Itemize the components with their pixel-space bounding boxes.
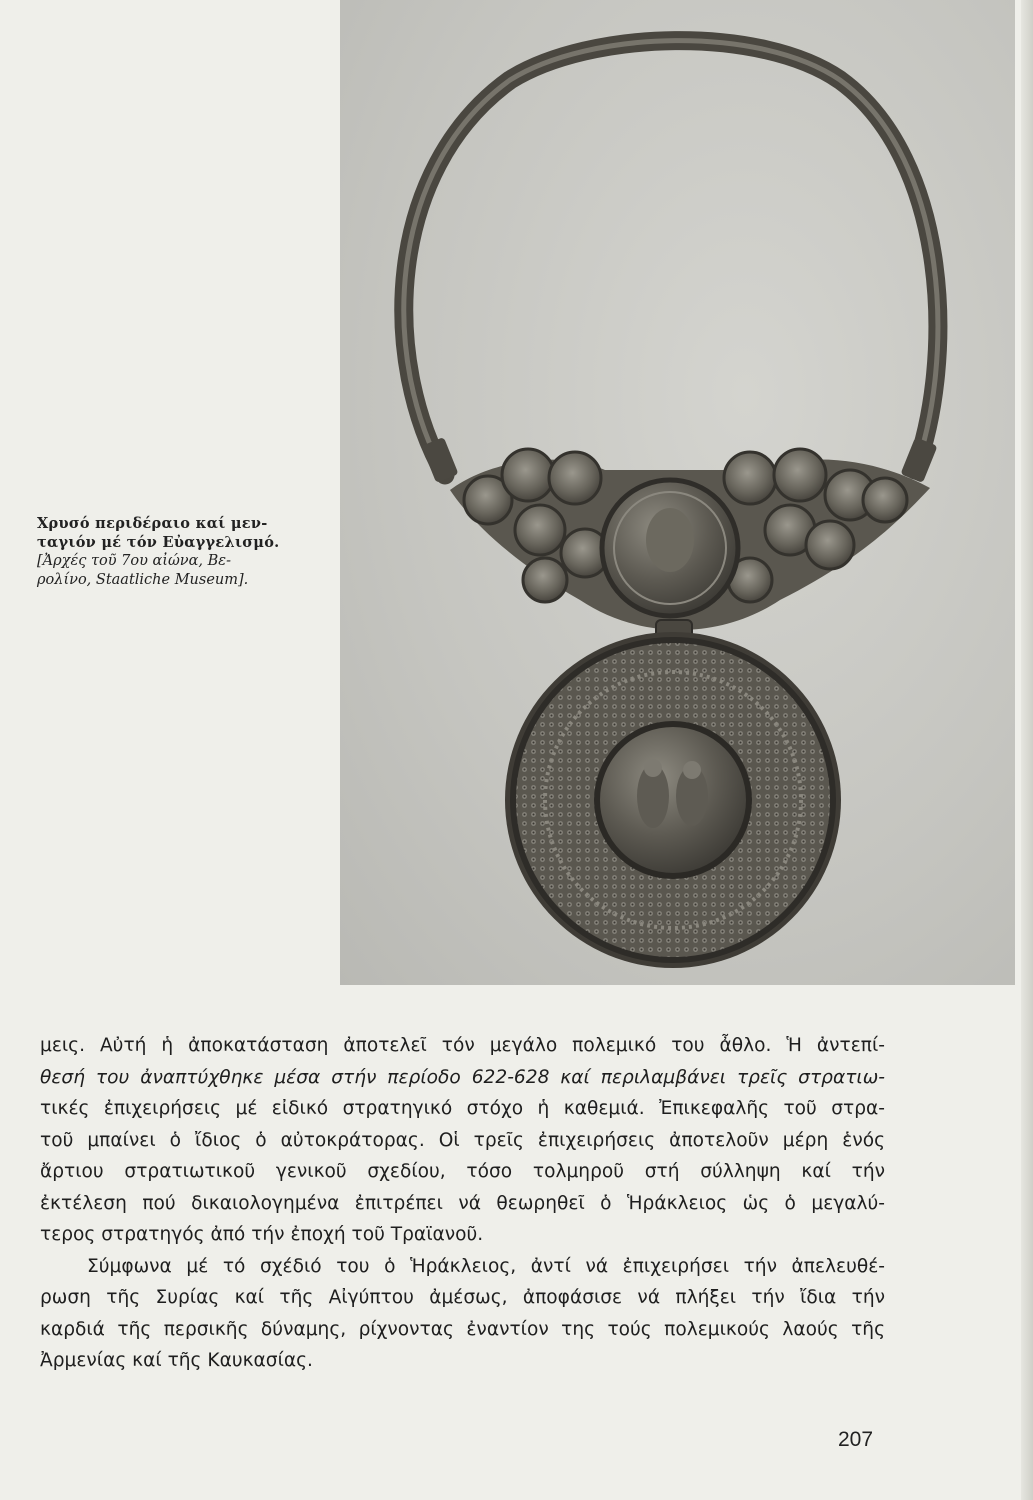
page-number: 207 (838, 1428, 874, 1451)
text-line: ἄρτιου στρατιωτικοῦ γενικοῦ σχεδίου, τόσο τολμηροῦ στή σύλληψη καί τήν (40, 1161, 885, 1182)
upper-plate (450, 449, 930, 630)
figure-caption (37, 514, 299, 590)
text-line: θεσή του ἀναπτύχθηκε μέσα στήν περίοδο 622-628 καί περιλαμβάνει τρεῖς στρατιω- (40, 1066, 885, 1088)
caption-line: ταγιόν μέ τόν Εὐαγγελισμό. (37, 534, 280, 551)
necklace-photograph (340, 0, 1015, 985)
text-line: τοῦ μπαίνει ὁ ἴδιος ὁ αὐτοκράτορας. Οἱ τρεῖς ἐπιχειρήσεις ἀποτελοῦν μέρη ἑνός (40, 1129, 885, 1151)
text-line: Σύμφωνα μέ τό σχέδιό του ὁ Ἡράκλειος, ἀντί νά ἐπιχειρήσει τήν ἀπελευθέ- (87, 1255, 885, 1277)
pendant-medallion (505, 632, 841, 968)
necklace-hoop (404, 41, 938, 483)
caption-line: [Ἀρχές τοῦ 7ου αἰώνα, Βε- (37, 553, 231, 569)
page-edge (1021, 0, 1033, 1500)
text-line: Ἀρμενίας καί τῆς Καυκασίας. (40, 1350, 313, 1371)
text-line: τερος στρατηγός ἀπό τήν ἐποχή τοῦ Τραϊανοῦ. (40, 1224, 484, 1245)
text-line: καρδιά τῆς περσικῆς δύναμης, ρίχνοντας ἐναντίον της τούς πολεμικούς λαούς τῆς (40, 1318, 885, 1340)
text-line: τικές ἐπιχειρήσεις μέ εἰδικό στρατηγικό στόχο ἡ καθεμιά. Ἐπικεφαλῆς τοῦ στρα- (40, 1098, 885, 1119)
text-line: ρωση τῆς Συρίας καί τῆς Αἰγύπτου ἀμέσως, ἀποφάσισε νά πλήξει τήν ἴδια τήν (40, 1287, 885, 1308)
caption-line: ρολίνο, Staatliche Museum]. (37, 572, 249, 588)
text-line: μεις. Αὐτή ἡ ἀποκατάσταση ἀποτελεῖ τόν μεγάλο πολεμικό του ἆθλο. Ἡ ἀντεπί- (40, 1035, 885, 1056)
body-text (40, 1030, 885, 1377)
text-line: ἐκτέλεση πού δικαιολογημένα ἐπιτρέπει νά θεωρηθεῖ ὁ Ἡράκλειος ὡς ὁ μεγαλύ- (40, 1192, 885, 1214)
caption-line: Χρυσό περιδέραιο καί μεν- (37, 515, 268, 532)
